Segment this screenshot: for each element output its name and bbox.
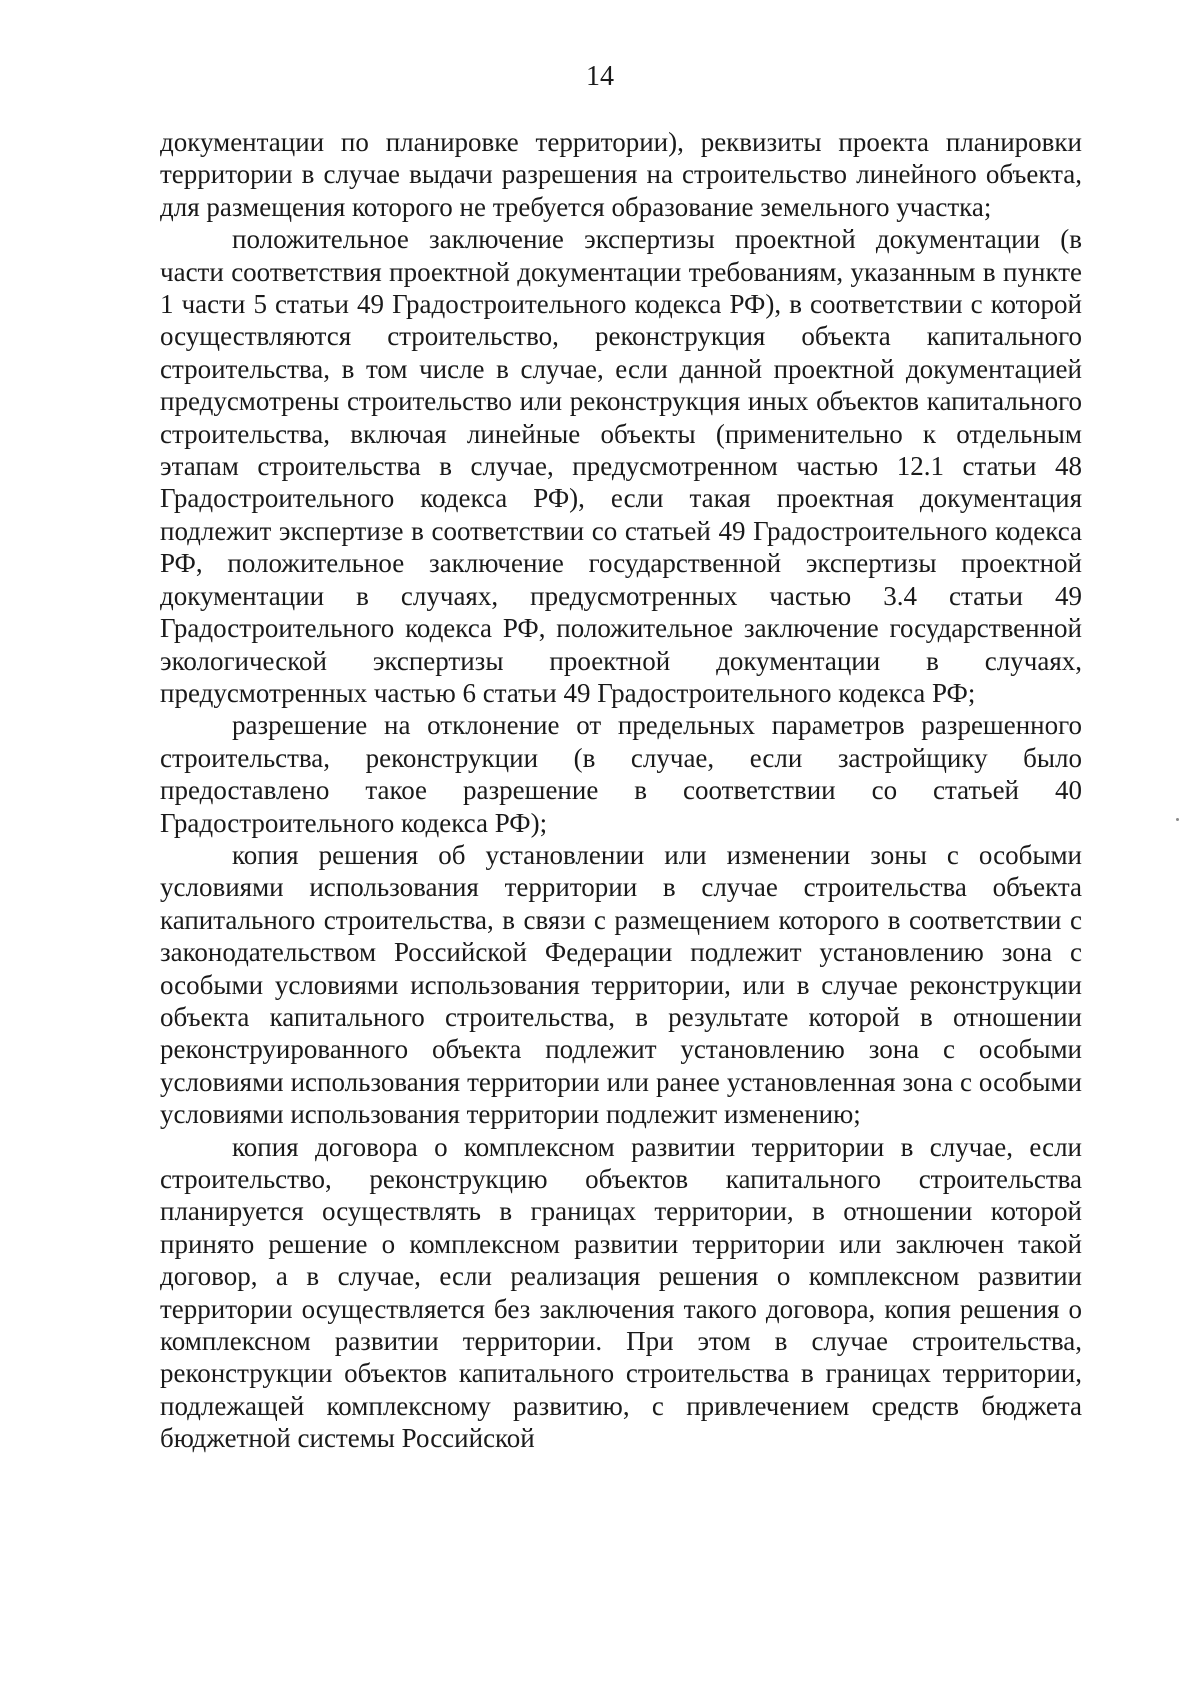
paragraph-continuation: документации по планировке территории), реквизиты проекта планировки территории в случае выдачи разрешения на строительство линейного объекта, для размещения которого не требуется образование земельного участка;: [160, 127, 1082, 222]
scan-speck: [1176, 818, 1179, 821]
paragraph-expert-conclusion: положительное заключение экспертизы проектной документации (в части соответствия проектной документации требованиям, указанным в пункте 1 части 5 статьи 49 Градостроительного кодекса РФ), в соответствии с которой осуществляются строительство, реконструкция объекта капитального строительства, в том числе в случае, если данной проектной документацией предусмотрены строительство или реконструкция иных объектов капитального строительства, включая линейные объекты (применительно к отдельным этапам строительства в случае, предусмотренном частью 12.1 статьи 48 Градостроительного кодекса РФ), если такая проектная документация подлежит экспертизе в соответствии со статьей 49 Градостроительного кодекса РФ, положительное заключение государственной экспертизы проектной документации в случаях, предусмотренных частью 3.4 статьи 49 Градостроительного кодекса РФ, положительное заключение государственной экологической экспертизы проектной документации в случаях, предусмотренных частью 6 статьи 49 Градостроительного кодекса РФ;: [160, 224, 1082, 708]
document-body: [160, 126, 1082, 1455]
paragraph-deviation-permit: разрешение на отклонение от предельных параметров разрешенного строительства, реконструкции (в случае, если застройщику было предоставлено такое разрешение в соответствии со статьей 40 Градостроительного кодекса РФ);: [160, 710, 1082, 838]
paragraph-complex-development-agreement: копия договора о комплексном развитии территории в случае, если строительство, реконструкцию объектов капитального строительства планируется осуществлять в границах территории, в отношении которой принято решение о комплексном развитии территории или заключен такой договор, а в случае, если реализация решения о комплексном развитии территории осуществляется без заключения такого договора, копия решения о комплексном развитии территории. При этом в случае строительства, реконструкции объектов капитального строительства в границах территории, подлежащей комплексному развитию, с привлечением средств бюджета бюджетной системы Российской: [160, 1131, 1082, 1454]
paragraph-special-zone-decision: копия решения об установлении или изменении зоны с особыми условиями использования территории в случае строительства объекта капитального строительства, в связи с размещением которого в соответствии с законодательством Российской Федерации подлежит установлению зона с особыми условиями использования территории, или в случае реконструкции объекта капитального строительства, в результате которой в отношении реконструированного объекта подлежит установлению зона с особыми условиями использования территории или ранее установленная зона с особыми условиями использования территории подлежит изменению;: [160, 839, 1082, 1130]
page-number: 14: [586, 61, 614, 92]
